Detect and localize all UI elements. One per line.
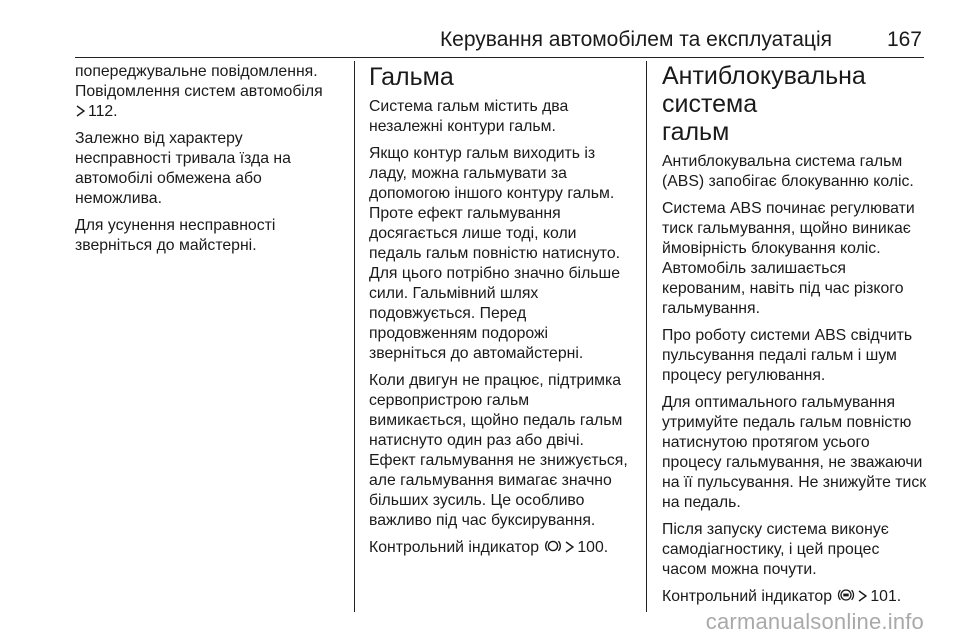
paragraph: Система ABS починає регулювати тиск гальмування, щойно виникає ймовірність блокування коліс. Автомобіль залишається керованим, навіть під час різкого гальмування. bbox=[662, 200, 915, 317]
header-divider bbox=[75, 57, 924, 58]
paragraph bbox=[662, 587, 930, 607]
paragraph: Якщо контур гальм виходить із ладу, можна гальмувати за допомогою іншого контуру гальм. Проте ефект гальмування досягається лише тоді, коли педаль гальм повністю натиснуто. Для цього потрібно значно більше сили. Гальмівний шлях подовжується. Перед продовженням подорожі зверніться до автомайстерні. bbox=[369, 145, 621, 362]
section-heading-brakes: Гальма bbox=[369, 63, 454, 91]
paragraph: Після запуску система виконує самодіагностику, і цей процес часом можна почути. bbox=[662, 521, 889, 578]
paragraph: Коли двигун не працює, підтримка сервопристрою гальм вимикається, щойно педаль гальм натиснуто один раз або двічі. Ефект гальмування не знижується, але гальмування вимагає значно більших зусиль. Це особливо важливо під час буксирування. bbox=[369, 372, 628, 529]
paragraph: Про роботу системи ABS свідчить пульсування педалі гальм і шум процесу регулювання. bbox=[662, 327, 913, 384]
page-reference[interactable]: 100. bbox=[577, 539, 609, 556]
page-header bbox=[0, 26, 960, 58]
abs-warning-icon bbox=[836, 588, 857, 605]
page-reference[interactable]: 112. bbox=[88, 103, 118, 120]
reference-arrow-icon bbox=[75, 103, 88, 120]
paragraph-text: Контрольний індикатор bbox=[662, 588, 832, 605]
page-number: 167 bbox=[886, 28, 922, 51]
column-divider-right bbox=[646, 61, 647, 612]
section-heading-abs: Антиблокувальна система гальм bbox=[662, 62, 866, 146]
paragraph: Для усунення несправності зверніться до майстерні. bbox=[75, 217, 276, 254]
paragraph-text: Контрольний індикатор bbox=[369, 539, 539, 556]
running-header-title: Керування автомобілем та експлуатація bbox=[439, 28, 832, 51]
page-reference[interactable]: 101. bbox=[870, 588, 902, 605]
paragraph: Для оптимального гальмування утримуйте педаль гальм повністю натиснутою протягом усього процесу гальмування, не зважаючи на її пульсування. Не знижуйте тиск на педаль. bbox=[662, 394, 927, 511]
paragraph: Система гальм містить два незалежні контури гальм. bbox=[369, 98, 569, 135]
column-divider-left bbox=[354, 61, 355, 612]
paragraph: Залежно від характеру несправності тривала їзда на автомобілі обмежена або неможлива. bbox=[75, 130, 291, 207]
watermark: carmanualsonline.info bbox=[705, 609, 924, 634]
column-left bbox=[75, 62, 343, 263]
reference-arrow-icon bbox=[857, 588, 870, 605]
paragraph bbox=[75, 62, 343, 122]
brake-warning-icon bbox=[543, 539, 564, 556]
paragraph-text: попереджувальне повідомлення. Повідомлення систем автомобіля bbox=[75, 63, 323, 100]
column-right bbox=[662, 62, 930, 614]
column-middle bbox=[369, 63, 641, 565]
paragraph bbox=[369, 538, 641, 558]
paragraph: Антиблокувальна система гальм (ABS) запобігає блокуванню коліс. bbox=[662, 153, 914, 190]
reference-arrow-icon bbox=[564, 539, 577, 556]
